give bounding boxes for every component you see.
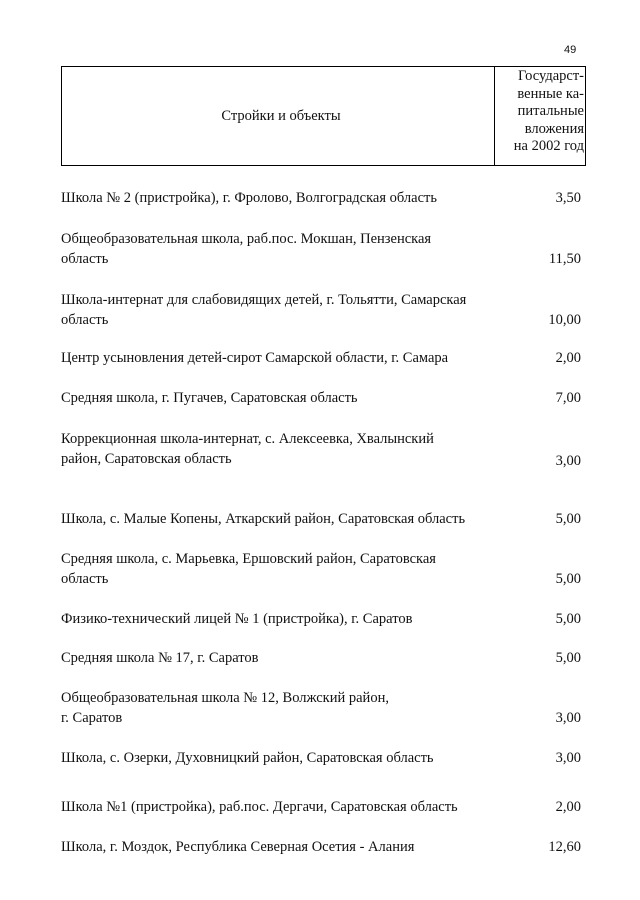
table-row [61, 290, 581, 330]
table-row [61, 549, 581, 589]
row-object-name: Общеобразовательная школа № 12, Волжский район, г. Саратов [61, 690, 389, 726]
header-investment-line: питальные [517, 103, 584, 119]
row-investment-value: 5,00 [555, 571, 581, 587]
table-row [61, 609, 581, 629]
row-object-name: Школа №1 (пристройка), раб.пос. Дергачи, Саратовская область [61, 799, 458, 815]
row-object-name: Средняя школа, г. Пугачев, Саратовская область [61, 390, 358, 406]
row-investment-value: 3,00 [555, 710, 581, 726]
table-row [61, 188, 581, 208]
header-investment-line: на 2002 год [513, 138, 584, 154]
row-investment-value: 2,00 [555, 799, 581, 815]
row-object-name: Коррекционная школа-интернат, с. Алексеевка, Хвалынский район, Саратовская область [61, 431, 434, 467]
row-investment-value: 3,50 [555, 190, 581, 206]
header-objects-column: Стройки и объекты [221, 107, 341, 124]
table-row [61, 429, 581, 469]
table-row [61, 509, 581, 529]
header-investment-line: Государст- [518, 68, 584, 84]
row-object-name: Средняя школа № 17, г. Саратов [61, 650, 259, 666]
row-object-name: Средняя школа, с. Марьевка, Ершовский район, Саратовская область [61, 551, 436, 587]
table-row [61, 748, 581, 768]
table-row [61, 348, 581, 368]
row-object-name: Школа, с. Малые Копены, Аткарский район, Саратовская область [61, 511, 466, 527]
row-investment-value: 3,00 [555, 750, 581, 766]
row-investment-value: 12,60 [548, 839, 581, 855]
table-header [61, 66, 586, 166]
header-investment-line: венные ка- [517, 85, 584, 102]
row-investment-value: 3,00 [555, 453, 581, 469]
row-object-name: Школа, с. Озерки, Духовницкий район, Саратовская область [61, 750, 434, 766]
row-investment-value: 11,50 [548, 251, 581, 267]
row-investment-value: 5,00 [555, 650, 581, 666]
row-object-name: Школа № 2 (пристройка), г. Фролово, Волгоградская область [61, 190, 437, 206]
table-row [61, 388, 581, 408]
page-number: 49 [564, 44, 577, 56]
row-object-name: Школа-интернат для слабовидящих детей, г. Тольятти, Самарская область [61, 292, 467, 328]
row-investment-value: 10,00 [548, 312, 581, 328]
header-investment-column [494, 67, 585, 165]
row-investment-value: 5,00 [555, 511, 581, 527]
table-row [61, 837, 581, 857]
row-object-name: Школа, г. Моздок, Республика Северная Осетия - Алания [61, 839, 415, 855]
header-investment-line: вложения [524, 120, 584, 137]
row-investment-value: 5,00 [555, 611, 581, 627]
table-row [61, 688, 581, 728]
table-row [61, 797, 581, 817]
row-object-name: Физико-технический лицей № 1 (пристройка), г. Саратов [61, 611, 413, 627]
row-investment-value: 2,00 [555, 350, 581, 366]
row-investment-value: 7,00 [555, 390, 581, 406]
row-object-name: Общеобразовательная школа, раб.пос. Мокшан, Пензенская область [61, 231, 432, 267]
table-row [61, 229, 581, 269]
row-object-name: Центр усыновления детей-сирот Самарской области, г. Самара [61, 350, 449, 366]
table-row [61, 648, 581, 668]
